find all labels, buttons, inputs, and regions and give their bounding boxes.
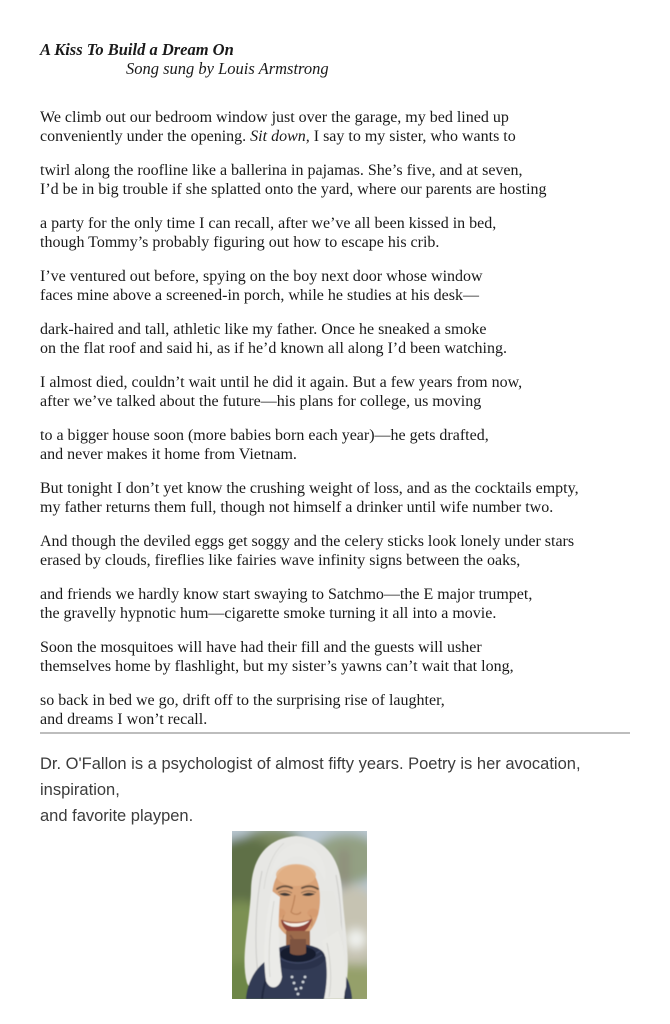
poem-line-segment: themselves home by flashlight, but my sister’s yawns can’t wait that long, bbox=[40, 657, 514, 675]
poem-line-segment: and dreams I won’t recall. bbox=[40, 710, 208, 728]
poem-line-segment: and friends we hardly know start swaying to Satchmo—the E major trumpet, bbox=[40, 586, 533, 603]
poem-line-segment: the gravelly hypnotic hum—cigarette smoke turning it all into a movie. bbox=[40, 604, 497, 622]
poem-line-segment: on the flat roof and said hi, as if he’d known all along I’d been watching. bbox=[40, 339, 507, 357]
poem-couplet bbox=[40, 692, 630, 729]
poem-title: A Kiss To Build a Dream On bbox=[40, 40, 234, 59]
poem-couplet bbox=[40, 109, 630, 146]
bio-line-1: Dr. O'Fallon is a psychologist of almost fifty years. Poetry is her avocation, inspiration, bbox=[40, 755, 581, 799]
poem-line-segment: a party for the only time I can recall, after we’ve all been kissed in bed, bbox=[40, 215, 497, 232]
poem-couplet bbox=[40, 268, 630, 305]
poem-couplet bbox=[40, 374, 630, 411]
divider-rule bbox=[40, 732, 630, 734]
poem-line-segment: Sit down, bbox=[250, 127, 310, 145]
poem-line-segment: dark-haired and tall, athletic like my father. Once he sneaked a smoke bbox=[40, 321, 487, 338]
poem-line-segment: after we’ve talked about the future—his plans for college, us moving bbox=[40, 392, 482, 410]
poem-line-segment: I’d be in big trouble if she splatted onto the yard, where our parents are hosting bbox=[40, 180, 547, 198]
poem-line-segment: faces mine above a screened-in porch, while he studies at his desk— bbox=[40, 286, 479, 304]
author-photo bbox=[232, 831, 367, 999]
poem-line-segment: But tonight I don’t yet know the crushing weight of loss, and as the cocktails empty, bbox=[40, 480, 579, 497]
poem-couplet bbox=[40, 533, 630, 570]
poem-line-segment: and never makes it home from Vietnam. bbox=[40, 445, 297, 463]
poem-line-segment: I’ve ventured out before, spying on the boy next door whose window bbox=[40, 268, 483, 285]
author-bio bbox=[40, 751, 652, 829]
author-photo-illustration bbox=[232, 831, 367, 999]
poem-body bbox=[40, 109, 630, 729]
poem-couplet bbox=[40, 215, 630, 252]
poem-line-segment: Soon the mosquitoes will have had their fill and the guests will usher bbox=[40, 639, 482, 656]
poem-line-segment: twirl along the roofline like a ballerina in pajamas. She’s five, and at seven, bbox=[40, 162, 523, 179]
poem-subtitle: Song sung by Louis Armstrong bbox=[126, 59, 329, 78]
poem-couplet bbox=[40, 586, 630, 623]
poem-line-segment: so back in bed we go, drift off to the surprising rise of laughter, bbox=[40, 692, 445, 709]
poem-couplet bbox=[40, 639, 630, 676]
poem-line-segment: I almost died, couldn’t wait until he did it again. But a few years from now, bbox=[40, 374, 523, 391]
poem-line-segment: I say to my sister, who wants to bbox=[309, 127, 516, 145]
poem-line-segment: though Tommy’s probably figuring out how to escape his crib. bbox=[40, 233, 440, 251]
poem-line-segment: to a bigger house soon (more babies born each year)—he gets drafted, bbox=[40, 427, 489, 444]
poem-line-segment: conveniently under the opening. bbox=[40, 127, 251, 145]
poem-line-segment: And though the deviled eggs get soggy and the celery sticks look lonely under stars bbox=[40, 533, 575, 550]
bio-line-2: and favorite playpen. bbox=[40, 807, 194, 825]
poem-line-segment: We climb out our bedroom window just over the garage, my bed lined up bbox=[40, 109, 509, 126]
poem-couplet bbox=[40, 480, 630, 517]
poem-couplet bbox=[40, 427, 630, 464]
poem-line-segment: erased by clouds, fireflies like fairies wave infinity signs between the oaks, bbox=[40, 551, 521, 569]
poem-couplet bbox=[40, 321, 630, 358]
poem-couplet bbox=[40, 162, 630, 199]
poem-line-segment: my father returns them full, though not himself a drinker until wife number two. bbox=[40, 498, 554, 516]
